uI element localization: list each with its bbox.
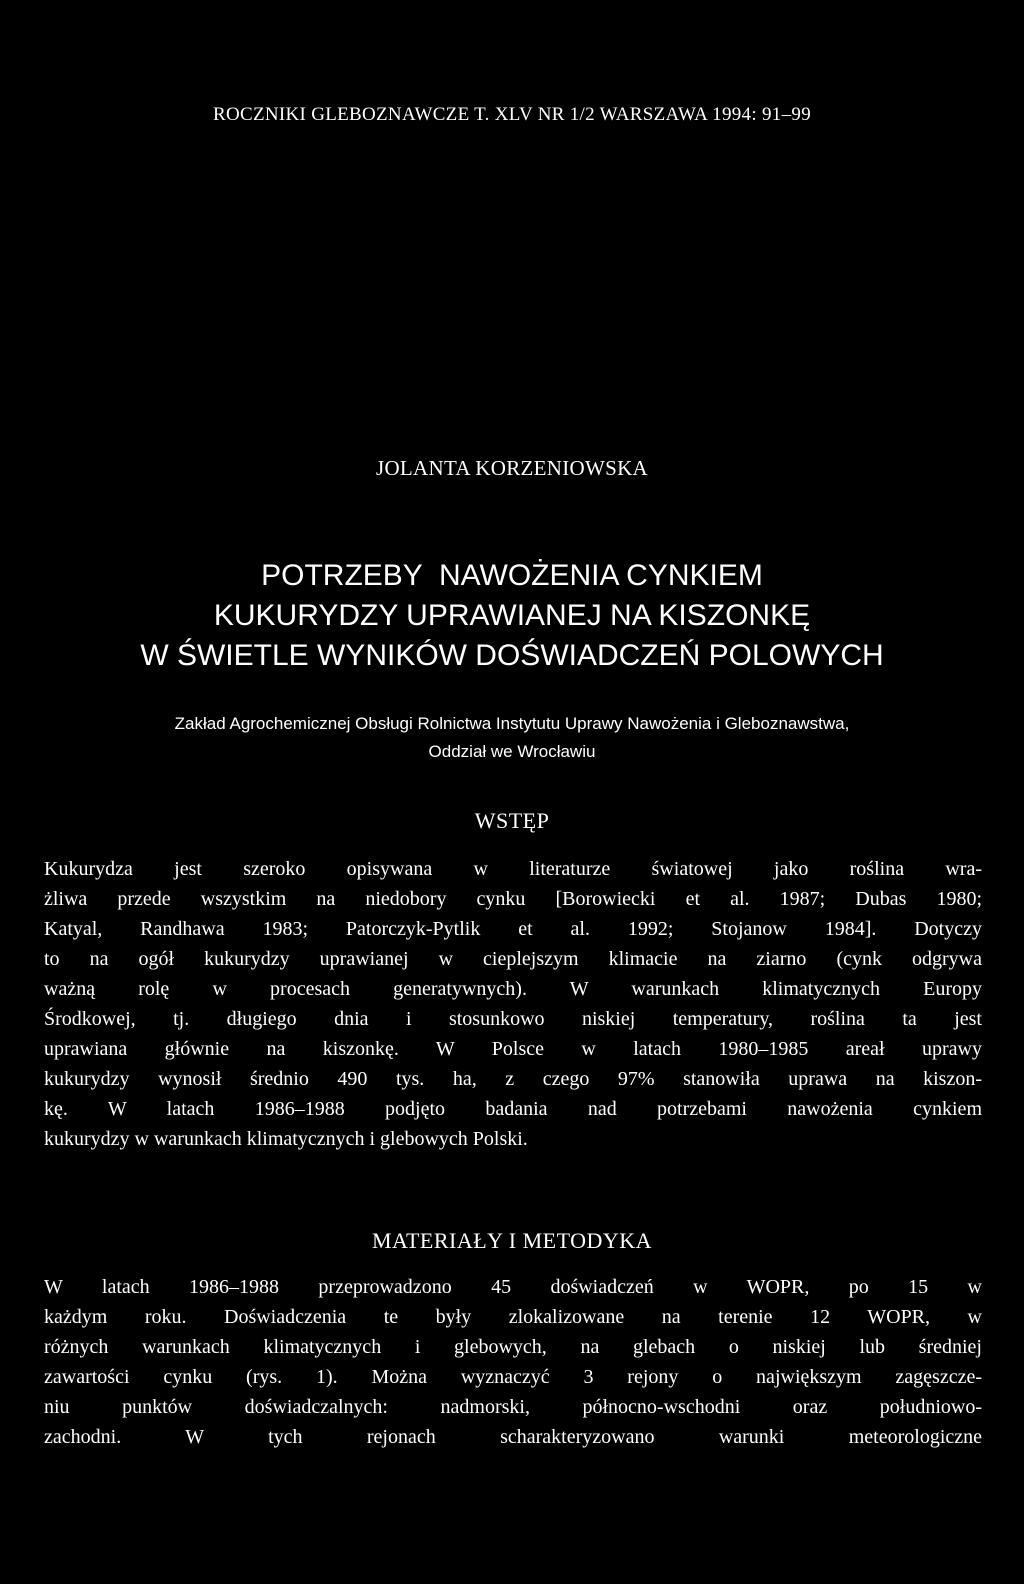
title-line-2: KUKURYDZY UPRAWIANEJ NA KISZONKĘ [213, 599, 811, 632]
intro-line: kę. W latach 1986–1988 podjęto badania nad potrzebami nawożenia cynkiem [44, 1098, 982, 1120]
intro-line: żliwa przede wszystkim na niedobory cynku [Borowiecki et al. 1987; Dubas 1980; [44, 888, 982, 910]
title-line-3: W ŚWIETLE WYNIKÓW DOŚWIADCZEŃ POLOWYCH [140, 639, 884, 672]
affiliation-line-1: Zakład Agrochemicznej Obsługi Rolnictwa Instytutu Uprawy Nawożenia i Gleboznawstwa, [174, 714, 850, 733]
section-heading-methods: MATERIAŁY I METODYKA [371, 1228, 653, 1253]
methods-line: każdym roku. Doświadczenia te były zlokalizowane na terenie 12 WOPR, w [44, 1306, 982, 1328]
intro-line: Katyal, Randhawa 1983; Patorczyk-Pytlik et al. 1992; Stojanow 1984]. Dotyczy [44, 918, 982, 940]
intro-line: Środkowej, tj. długiego dnia i stosunkowo niskiej temperatury, roślina ta jest [44, 1008, 982, 1030]
paper-title [0, 556, 1024, 676]
intro-line: to na ogół kukurydzy uprawianej w cieplejszym klimacie na ziarno (cynk odgrywa [44, 948, 982, 970]
section-heading-intro: WSTĘP [474, 808, 550, 833]
title-line-1: POTRZEBY NAWOŻENIA CYNKIEM [261, 559, 763, 592]
affiliation-line-2: Oddział we Wrocławiu [428, 742, 596, 761]
affiliation [0, 710, 1024, 766]
journal-header: ROCZNIKI GLEBOZNAWCZE T. XLV NR 1/2 WARSZAWA 1994: 91–99 [212, 104, 811, 125]
methods-line: różnych warunkach klimatycznych i glebowych, na glebach o niskiej lub średniej [44, 1336, 982, 1358]
intro-line: kukurydzy wynosił średnio 490 tys. ha, z czego 97% stanowiła uprawa na kiszon- [44, 1068, 982, 1090]
intro-line: uprawiana głównie na kiszonkę. W Polsce w latach 1980–1985 areał uprawy [44, 1038, 982, 1060]
methods-paragraph [44, 1272, 982, 1452]
methods-line: niu punktów doświadczalnych: nadmorski, północno-wschodni oraz południowo- [44, 1396, 982, 1418]
intro-line: Kukurydza jest szeroko opisywana w literaturze światowej jako roślina wra- [44, 858, 982, 880]
intro-paragraph [44, 854, 982, 1154]
intro-line: ważną rolę w procesach generatywnych). W warunkach klimatycznych Europy [44, 978, 982, 1000]
methods-line: zachodni. W tych rejonach scharakteryzowano warunki meteorologiczne [44, 1426, 982, 1448]
methods-line: W latach 1986–1988 przeprowadzono 45 doświadczeń w WOPR, po 15 w [44, 1276, 982, 1298]
methods-line: zawartości cynku (rys. 1). Można wyznaczyć 3 rejony o największym zagęszcze- [44, 1366, 982, 1388]
author-name: JOLANTA KORZENIOWSKA [375, 456, 649, 480]
intro-line: kukurydzy w warunkach klimatycznych i glebowych Polski. [44, 1128, 528, 1150]
